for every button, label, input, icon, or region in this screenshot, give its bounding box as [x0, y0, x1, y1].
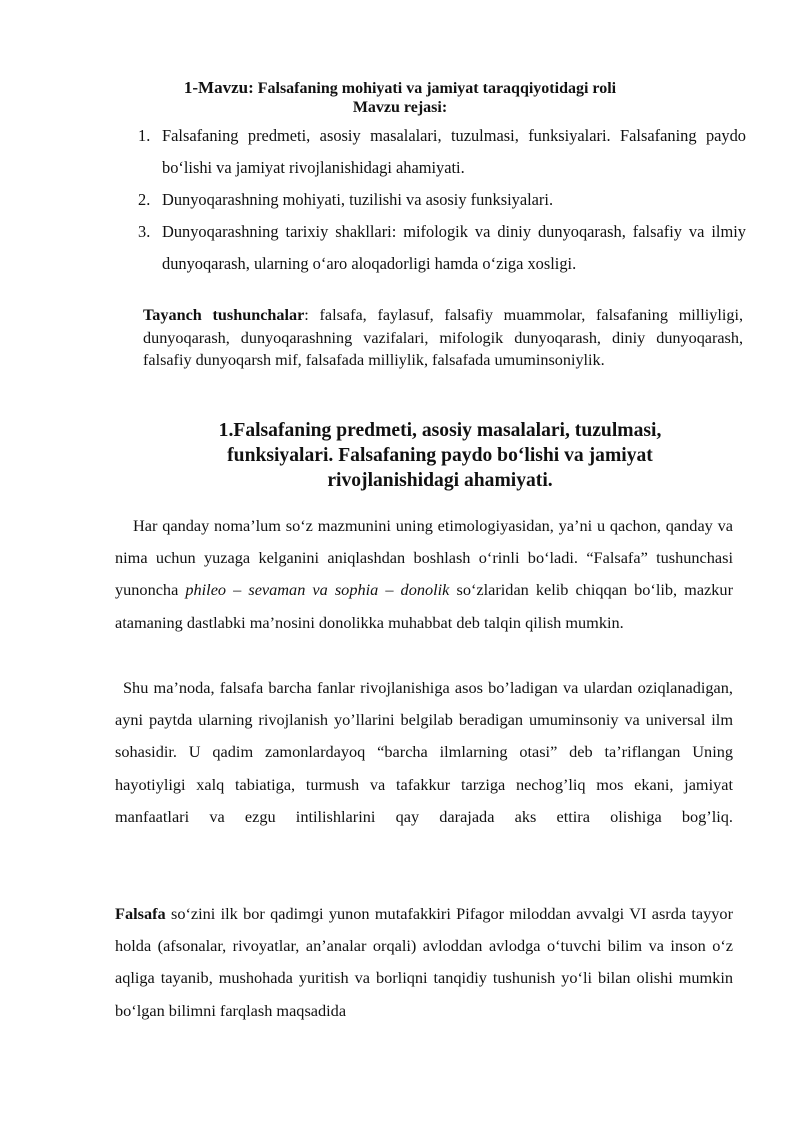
paragraph-text: so‘zlaridan kelib chiqqan bo‘lib, mazkur atamaning dastlabki ma’nosini donolikka muhabbat deb talqin qilish mumkin.	[115, 580, 733, 632]
plan-item-text: Falsafaning predmeti, asosiy masalalari, tuzulmasi, funksiyalari. Falsafaning paydo bo‘lishi va jamiyat rivojlanishidagi ahamiyati.	[162, 126, 746, 177]
paragraph-text: so‘zini ilk bor qadimgi yunon mutafakkiri Pifagor miloddan avvalgi VI asrda tayyor holda (afsonalar, rivoyatlar, an’analar orqali) avloddan avlodga o‘tuvchi bilim va inson o‘z aqliga tayanib, mushohada yuritish va borliqni tanqidiy tushunish yo‘li bilan olishi mumkin bo‘lgan bilimni farqlash maqsadida	[115, 904, 733, 1020]
key-terms	[143, 304, 743, 372]
plan-item-text: Dunyoqarashning tarixiy shakllari: mifologik va diniy dunyoqarash, falsafiy va ilmiy dunyoqarash, ularning o‘aro aloqadorligi hamda o‘ziga xosligi.	[162, 222, 746, 273]
topic-title-text: Falsafaning mohiyati va jamiyat taraqqiyotidagi roli	[253, 80, 617, 97]
plan-list	[138, 120, 746, 280]
section-heading: 1.Falsafaning predmeti, asosiy masalalari, tuzulmasi, funksiyalari. Falsafaning paydo bo‘lishi va jamiyat rivojlanishidagi ahamiyati.	[218, 420, 662, 491]
plan-item-text: Dunyoqarashning mohiyati, tuzilishi va asosiy funksiyalari.	[162, 190, 554, 209]
paragraph-bold-term: Falsafa	[115, 904, 166, 923]
paragraph-text: Har qanday noma’lum so‘z mazmunini uning etimologiyasidan, ya’ni u qachon, qanday va nima uchun yuzaga kelganini aniqlashdan boshlash o‘rinli bo‘ladi. “Falsafa” tushunchasi yunoncha	[115, 516, 733, 600]
plan-item-number: 1.	[138, 126, 151, 145]
key-terms-text: : falsafa, faylasuf, falsafiy muammolar, falsafaning milliyligi, dunyoqarash, dunyoqarashning vazifalari, mifologik dunyoqarash, diniy dunyoqarash, falsafiy dunyoqarsh mif, falsafada milliylik, falsafada umuminsoniylik.	[143, 306, 744, 369]
paragraph-meaning: Shu ma’noda, falsafa barcha fanlar rivojlanishiga asos bo’ladigan va ulardan oziqlanadigan, ayni paytda ularning rivojlanish yo’llarini belgilab beradigan umuminsoniy va universal ilm sohasidir. U qadim zamonlardayoq “barcha ilmlarning otasi” deb ta’riflangan Uning hayotiyligi xalq tabiatiga, turmush va tafakkur tarziga nechog’liq mos ekani, jamiyat manfaatlari va ezgu intilishlarini qay darajada aks ettira olishiga bog’liq.	[115, 678, 733, 826]
plan-item	[138, 120, 746, 184]
topic-title	[0, 78, 800, 98]
plan-item	[138, 184, 746, 216]
plan-heading: Mavzu rejasi:	[352, 99, 448, 116]
topic-number: 1-Mavzu:	[183, 78, 254, 97]
paragraph-italic-text: phileo – sevaman va sophia – donolik	[185, 580, 450, 600]
plan-item-number: 3.	[138, 222, 151, 241]
key-terms-label: Tayanch tushunchalar	[143, 306, 305, 324]
plan-item	[138, 216, 746, 280]
paragraph-etymology	[115, 510, 733, 639]
plan-item-number: 2.	[138, 190, 151, 209]
paragraph-pifagor	[115, 898, 733, 1027]
